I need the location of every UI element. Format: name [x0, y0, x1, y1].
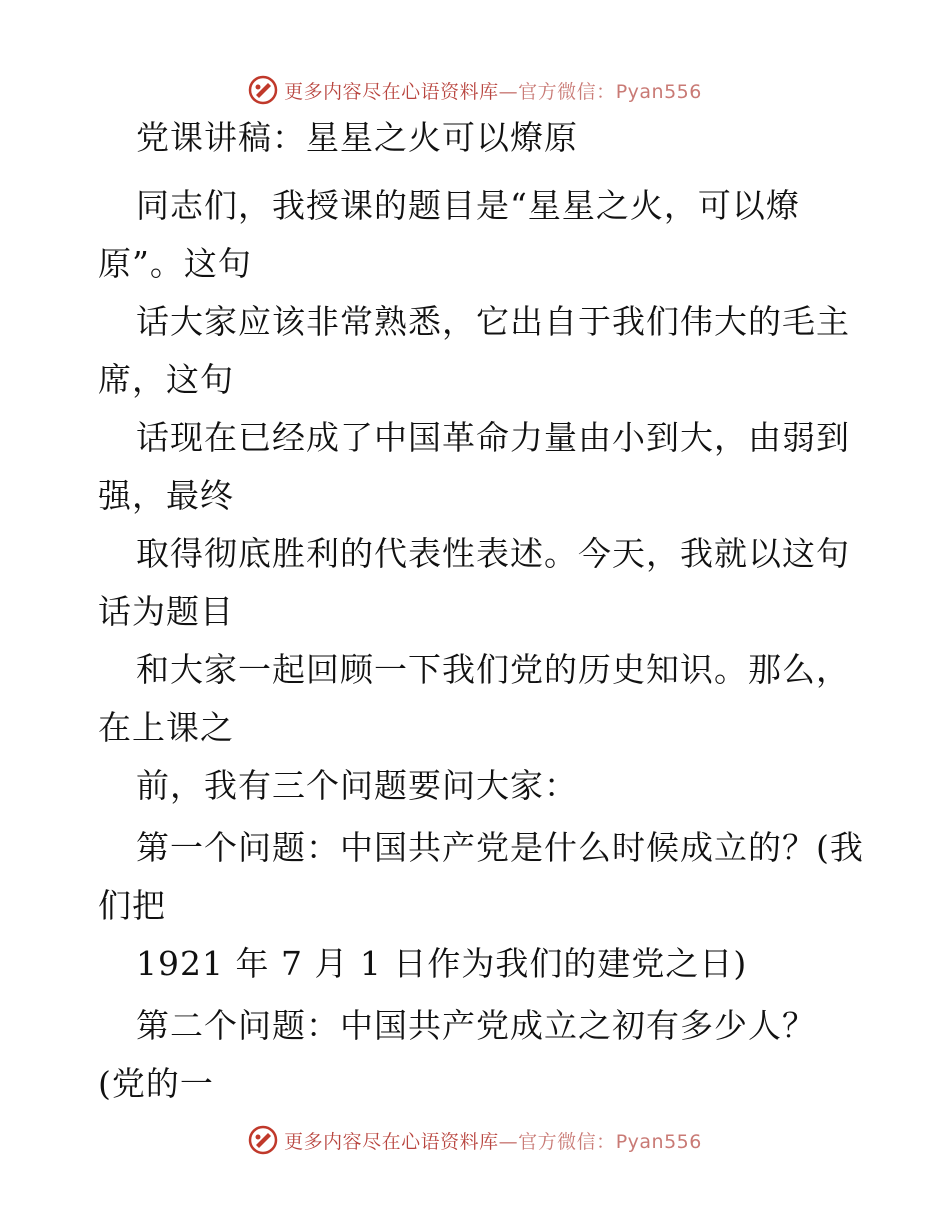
paragraph-line: 话现在已经成了中国革命力量由小到大，由弱到 — [136, 418, 850, 457]
paragraph-line: (党的一 — [98, 1064, 214, 1103]
paragraph-line: 1921 年 7 月 1 日作为我们的建党之日) — [136, 944, 748, 983]
paragraph-line: 话为题目 — [98, 592, 234, 631]
logo-icon — [248, 1125, 278, 1155]
watermark-dash: — — [498, 1130, 519, 1153]
footer-watermark — [0, 1120, 950, 1160]
watermark-contact-label: 官方微信： — [518, 1130, 616, 1153]
watermark-dash: — — [498, 80, 519, 103]
paragraph-line: 同志们，我授课的题目是“星星之火，可以燎 — [136, 186, 800, 225]
watermark-text — [284, 1127, 702, 1154]
paragraph-line: 前，我有三个问题要问大家： — [136, 766, 578, 805]
watermark-text — [284, 77, 702, 104]
paragraph-line: 原”。这句 — [98, 244, 252, 283]
watermark-contact-id: Pyan556 — [615, 80, 702, 103]
header-watermark — [0, 70, 950, 110]
paragraph-line: 第一个问题：中国共产党是什么时候成立的？(我 — [136, 828, 864, 867]
paragraph-line: 话大家应该非常熟悉，它出自于我们伟大的毛主 — [136, 302, 850, 341]
paragraph-line: 第二个问题：中国共产党成立之初有多少人？ — [136, 1006, 816, 1045]
watermark-contact-id: Pyan556 — [615, 1130, 702, 1153]
paragraph-line: 强，最终 — [98, 476, 234, 515]
paragraph-line: 在上课之 — [98, 708, 234, 747]
document-title: 党课讲稿：星星之火可以燎原 — [136, 118, 578, 157]
paragraph-line: 席，这句 — [98, 360, 234, 399]
paragraph-line: 们把 — [98, 886, 166, 925]
watermark-main: 更多内容尽在心语资料库 — [284, 80, 499, 103]
paragraph-line: 取得彻底胜利的代表性表述。今天，我就以这句 — [136, 534, 850, 573]
paragraph-line: 和大家一起回顾一下我们党的历史知识。那么， — [136, 650, 850, 689]
watermark-contact-label: 官方微信： — [518, 80, 616, 103]
watermark-main: 更多内容尽在心语资料库 — [284, 1130, 499, 1153]
logo-icon — [248, 75, 278, 105]
